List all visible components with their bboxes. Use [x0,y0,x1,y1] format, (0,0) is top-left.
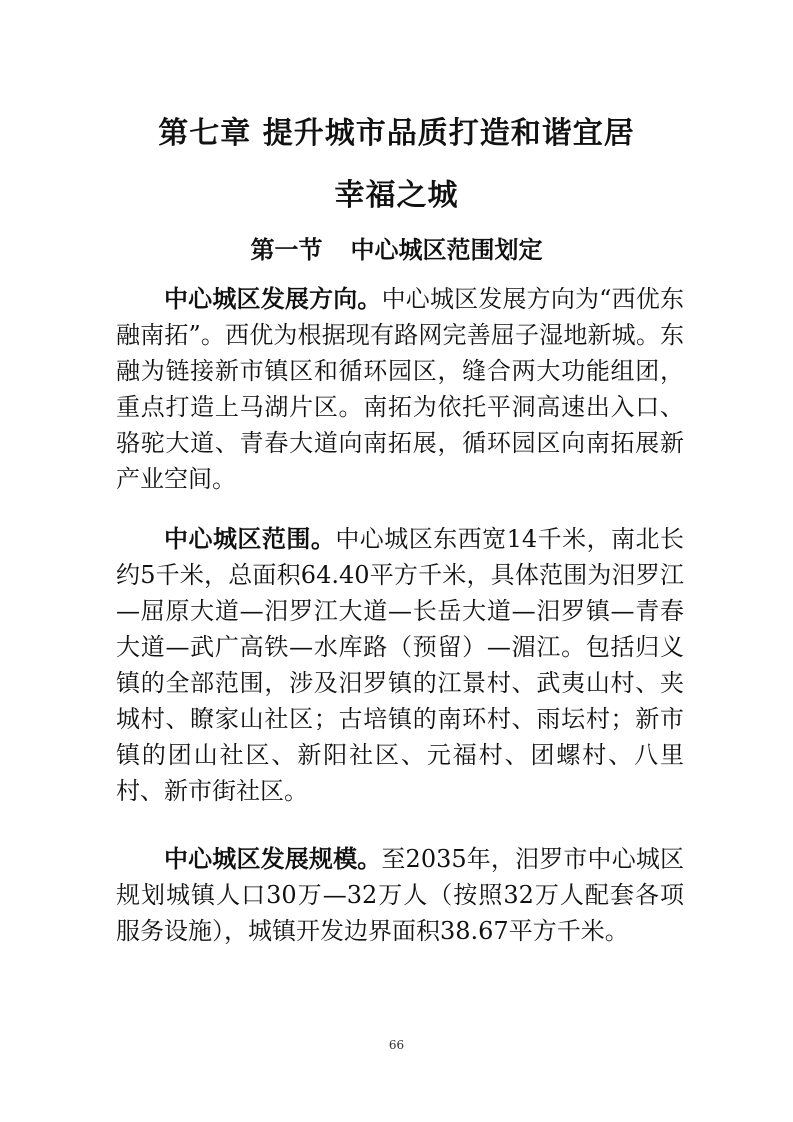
section-title: 中心城区范围划定 [350,236,543,264]
paragraph-text: 至2035年，汨罗市中心城区规划城镇人口30万—32万人（按照32万人配套各项服务设施），城镇开发边界面积38.67平方千米。 [116,845,685,945]
paragraph-text: 中心城区东西宽14千米，南北长约5千米，总面积64.40平方千米，具体范围为汨罗江—屈原大道—汨罗江大道—长岳大道—汨罗镇—青春大道—武广高铁—水库路（预留）—湄江。包括归义镇的全部范围，涉及汨罗镇的江景村、武夷山村、夹城村、瞭家山社区；古培镇的南环村、雨坛村；新市镇的团山社区、新阳社区、元福村、团螺村、八里村、新市街社区。 [116,525,684,805]
section-heading [0,230,793,265]
paragraph-lead: 中心城区发展方向。 [164,285,382,313]
page-number: 66 [388,1038,405,1052]
chapter-title-line2: 幸福之城 [334,178,459,213]
paragraph-development-scale [116,841,684,949]
paragraph-scope [116,521,684,809]
paragraph-text: 中心城区发展方向为“西优东融南拓”。西优为根据现有路网完善屈子湿地新城。东融为链接新市镇区和循环园区，缝合两大功能组团，重点打造上马湖片区。南拓为依托平洞高速出入口、骆驼大道、青春大道向南拓展，循环园区向南拓展新产业空间。 [116,285,684,493]
paragraph-lead: 中心城区发展规模。 [164,845,382,873]
paragraph-development-direction [116,281,684,497]
section-number: 第一节 [250,236,323,264]
paragraph-lead: 中心城区范围。 [164,525,336,553]
chapter-title-line1: 第七章 提升城市品质打造和谐宜居 [158,116,635,151]
